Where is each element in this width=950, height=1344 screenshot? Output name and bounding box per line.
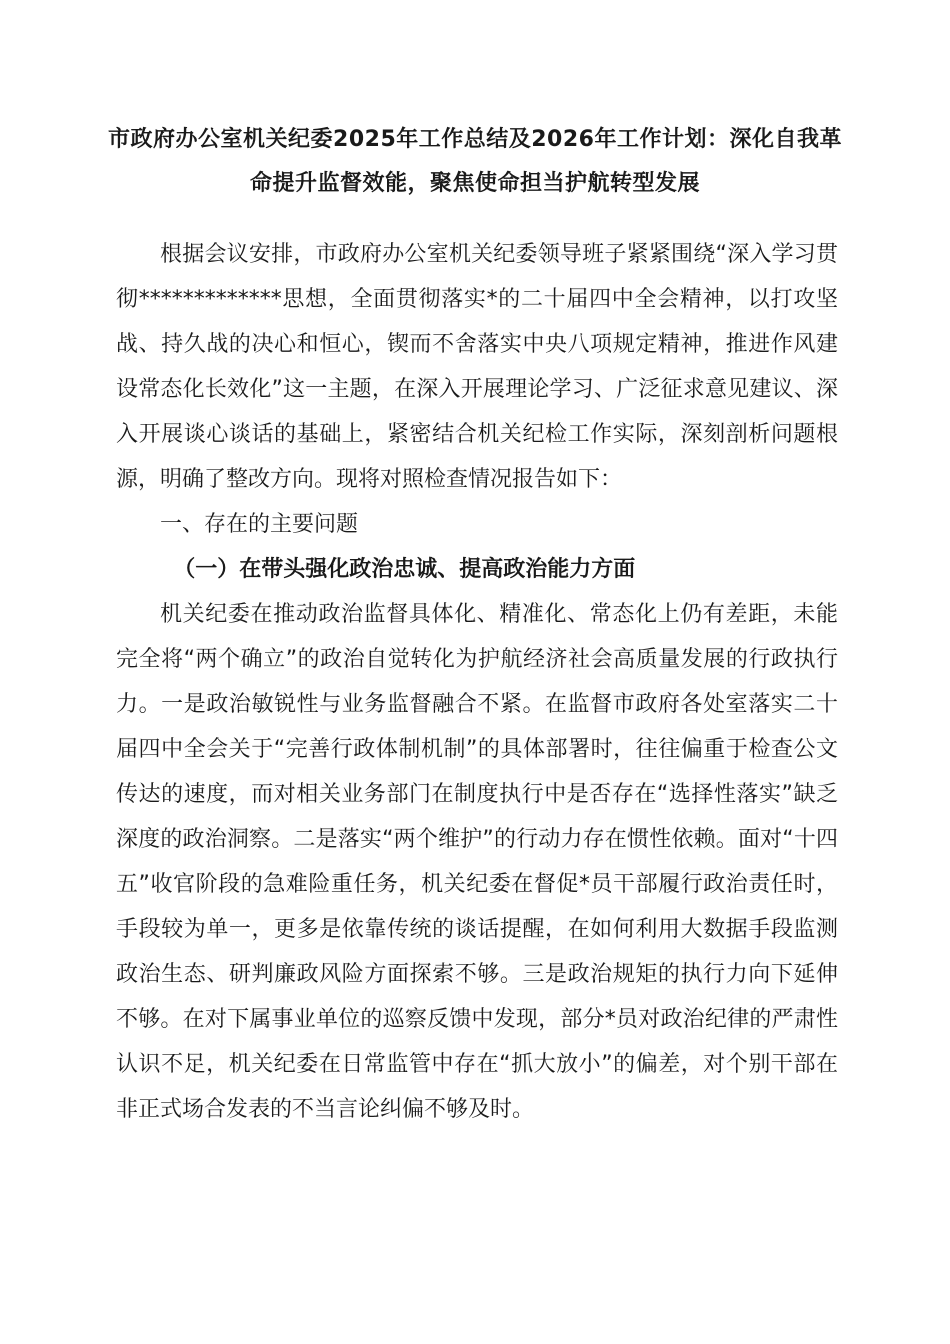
document-body	[116, 232, 838, 1132]
section-heading: 一、存在的主要问题	[160, 512, 359, 537]
document-title: 市政府办公室机关纪委2025年工作总结及2026年工作计划：深化自我革命提升监督效能，聚焦使命担当护航转型发展	[108, 127, 842, 196]
subsection-paragraph: 机关纪委在推动政治监督具体化、精准化、常态化上仍有差距，未能完全将“两个确立”的政治自觉转化为护航经济社会高质量发展的行政执行力。一是政治敏锐性与业务监督融合不紧。在监督市政府各处室落实二十届四中全会关于“完善行政体制机制”的具体部署时，往往偏重于检查公文传达的速度，而对相关业务部门在制度执行中是否存在“选择性落实”缺乏深度的政治洞察。二是落实“两个维护”的行动力存在惯性依赖。面对“十四五”收官阶段的急难险重任务，机关纪委在督促*员干部履行政治责任时，手段较为单一，更多是依靠传统的谈话提醒，在如何利用大数据手段监测政治生态、研判廉政风险方面探索不够。三是政治规矩的执行力向下延伸不够。在对下属事业单位的巡察反馈中发现，部分*员对政治纪律的严肃性认识不足，机关纪委在日常监管中存在“抓大放小”的偏差，对个别干部在非正式场合发表的不当言论纠偏不够及时。	[116, 602, 838, 1122]
intro-paragraph: 根据会议安排，市政府办公室机关纪委领导班子紧紧围绕“深入学习贯彻*************思想，全面贯彻落实*的二十届四中全会精神，以打攻坚战、持久战的决心和恒心，锲而不舍落实中央八项规定精神，推进作风建设常态化长效化”这一主题，在深入开展理论学习、广泛征求意见建议、深入开展谈心谈话的基础上，紧密结合机关纪检工作实际，深刻剖析问题根源，明确了整改方向。现将对照检查情况报告如下：	[116, 242, 838, 492]
subsection-heading: （一）在带头强化政治忠诚、提高政治能力方面	[173, 557, 636, 582]
